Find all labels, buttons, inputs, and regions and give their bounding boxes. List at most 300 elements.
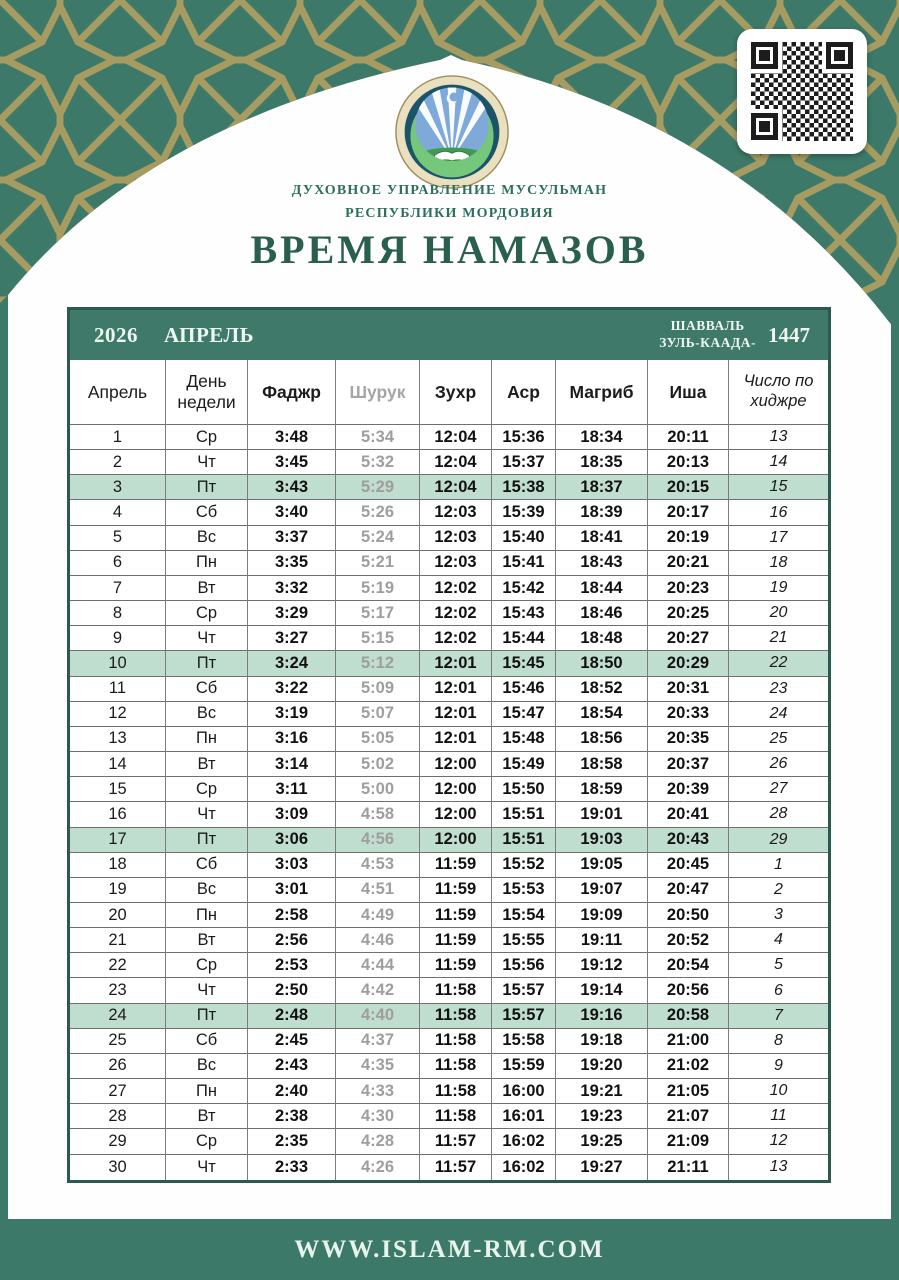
table-cell: 11 [70,677,166,702]
table-cell: 5:24 [336,526,420,551]
table-cell: 20:47 [648,878,729,903]
table-cell: 19:20 [556,1054,648,1079]
table-cell: 15:46 [492,677,556,702]
column-header-1: День недели [166,360,248,425]
table-row [70,1054,828,1079]
table-cell: 20 [70,903,166,928]
table-cell: 4:33 [336,1079,420,1104]
table-cell: 11:58 [420,1004,492,1029]
table-row [70,626,828,651]
table-cell: 17 [729,526,828,551]
table-row [70,1079,828,1104]
table-cell: 11:57 [420,1155,492,1180]
table-cell: 18:50 [556,651,648,676]
prayer-times-table [67,307,831,1183]
table-cell: 15:51 [492,828,556,853]
table-cell: 19 [70,878,166,903]
table-cell: 5:00 [336,777,420,802]
table-cell: 3:22 [248,677,336,702]
table-cell: 19:11 [556,928,648,953]
table-cell: 5:12 [336,651,420,676]
table-cell: 12:03 [420,551,492,576]
table-cell: 15:42 [492,576,556,601]
table-cell: 2:48 [248,1004,336,1029]
table-cell: 19:25 [556,1129,648,1154]
table-cell: 14 [729,450,828,475]
table-row [70,903,828,928]
table-cell: 15:57 [492,1004,556,1029]
column-header-5: Аср [492,360,556,425]
table-cell: 4:40 [336,1004,420,1029]
table-cell: 27 [729,777,828,802]
month-band [70,310,828,360]
table-cell: Вс [166,702,248,727]
table-cell: 13 [729,1155,828,1180]
table-cell: 10 [729,1079,828,1104]
table-cell: 25 [70,1029,166,1054]
table-row [70,601,828,626]
table-cell: 18:58 [556,752,648,777]
table-cell: 19:03 [556,828,648,853]
table-cell: 26 [70,1054,166,1079]
table-cell: 19:01 [556,802,648,827]
table-cell: 18:43 [556,551,648,576]
table-cell: 12:01 [420,727,492,752]
table-cell: 21 [729,626,828,651]
table-cell: 12:00 [420,828,492,853]
table-cell: 24 [70,1004,166,1029]
table-row [70,853,828,878]
table-cell: 13 [70,727,166,752]
table-cell: 20:52 [648,928,729,953]
table-cell: 18:56 [556,727,648,752]
table-cell: 20:27 [648,626,729,651]
table-cell: 2:56 [248,928,336,953]
table-cell: 12 [70,702,166,727]
table-cell: 12:00 [420,802,492,827]
table-cell: 20:31 [648,677,729,702]
table-cell: 2:40 [248,1079,336,1104]
table-cell: 19:27 [556,1155,648,1180]
table-cell: 3:11 [248,777,336,802]
column-header-8: Число по хиджре [729,360,828,425]
table-cell: 15:38 [492,475,556,500]
table-cell: 12:02 [420,601,492,626]
table-cell: 19:12 [556,953,648,978]
table-cell: 2 [70,450,166,475]
table-cell: 5:09 [336,677,420,702]
table-cell: 2:33 [248,1155,336,1180]
table-cell: 2:58 [248,903,336,928]
table-cell: Пн [166,903,248,928]
table-row [70,878,828,903]
table-cell: Чт [166,450,248,475]
table-cell: 11:58 [420,1029,492,1054]
table-cell: 18 [70,853,166,878]
table-cell: 15:48 [492,727,556,752]
column-header-6: Магриб [556,360,648,425]
table-cell: 5:32 [336,450,420,475]
table-cell: 21:09 [648,1129,729,1154]
table-row [70,1004,828,1029]
table-cell: 28 [729,802,828,827]
table-cell: 3:37 [248,526,336,551]
table-cell: 3:40 [248,500,336,525]
table-cell: 20:11 [648,425,729,450]
table-cell: 5:05 [336,727,420,752]
table-row [70,1029,828,1054]
column-header-7: Иша [648,360,729,425]
hijri-year: 1447 [768,322,810,347]
table-cell: 21:07 [648,1104,729,1129]
table-cell: 15:53 [492,878,556,903]
table-cell: 15:59 [492,1054,556,1079]
table-cell: 15:56 [492,953,556,978]
table-cell: Пн [166,1079,248,1104]
column-header-0: Апрель [70,360,166,425]
table-cell: 20:35 [648,727,729,752]
table-row [70,752,828,777]
table-cell: 12:00 [420,752,492,777]
muftiate-emblem-logo [394,74,510,190]
table-cell: 19:18 [556,1029,648,1054]
table-cell: 15:36 [492,425,556,450]
table-cell: 23 [729,677,828,702]
table-cell: 19:16 [556,1004,648,1029]
table-cell: 12:01 [420,702,492,727]
table-row [70,777,828,802]
table-cell: 12:03 [420,526,492,551]
table-row [70,727,828,752]
table-cell: 12:01 [420,677,492,702]
table-cell: 20 [729,601,828,626]
hijri-month-line1: ШАВВАЛЬ [670,318,745,334]
table-cell: Вт [166,928,248,953]
table-row [70,677,828,702]
table-cell: 18:46 [556,601,648,626]
table-cell: 30 [70,1155,166,1180]
table-row [70,1129,828,1154]
table-row [70,651,828,676]
table-cell: 21:02 [648,1054,729,1079]
table-cell: 16:02 [492,1129,556,1154]
table-cell: 16:01 [492,1104,556,1129]
table-cell: 19:09 [556,903,648,928]
table-cell: 9 [729,1054,828,1079]
table-cell: 21 [70,928,166,953]
website-url: WWW.ISLAM-RM.COM [294,1235,605,1263]
table-cell: Ср [166,601,248,626]
table-cell: Пт [166,651,248,676]
table-cell: 5:02 [336,752,420,777]
table-cell: 3:03 [248,853,336,878]
table-cell: 4:26 [336,1155,420,1180]
table-cell: 5:19 [336,576,420,601]
table-cell: 27 [70,1079,166,1104]
table-cell: 11:59 [420,853,492,878]
table-cell: 15:55 [492,928,556,953]
table-cell: 5:15 [336,626,420,651]
table-cell: 16 [70,802,166,827]
table-cell: Вт [166,576,248,601]
table-cell: 6 [729,978,828,1003]
org-name-line1: ДУХОВНОЕ УПРАВЛЕНИЕ МУСУЛЬМАН [291,183,608,198]
table-cell: 4:37 [336,1029,420,1054]
table-cell: 3 [70,475,166,500]
table-cell: 17 [70,828,166,853]
table-cell: Вс [166,1054,248,1079]
table-cell: 20:23 [648,576,729,601]
table-cell: Сб [166,677,248,702]
table-cell: Пт [166,828,248,853]
table-cell: 4:44 [336,953,420,978]
table-cell: 22 [70,953,166,978]
table-cell: 15:40 [492,526,556,551]
table-cell: 15:58 [492,1029,556,1054]
table-row [70,500,828,525]
table-row [70,576,828,601]
table-cell: 3:06 [248,828,336,853]
hijri-month-line2: ЗУЛЬ-КААДА- [659,335,756,350]
table-cell: 3:19 [248,702,336,727]
table-cell: 11:59 [420,878,492,903]
table-row [70,928,828,953]
table-cell: 20:56 [648,978,729,1003]
table-cell: 9 [70,626,166,651]
table-cell: 11:58 [420,1054,492,1079]
page-title: ВРЕМЯ НАМАЗОВ [250,227,649,272]
table-cell: 4:58 [336,802,420,827]
table-cell: 20:33 [648,702,729,727]
table-cell: 4 [70,500,166,525]
table-cell: 21:00 [648,1029,729,1054]
column-header-row [70,360,828,425]
table-cell: Пн [166,551,248,576]
table-cell: 11:59 [420,928,492,953]
table-cell: 15 [70,777,166,802]
table-cell: 2 [729,878,828,903]
table-cell: 4:46 [336,928,420,953]
table-cell: 19:14 [556,978,648,1003]
table-cell: 15:54 [492,903,556,928]
table-cell: 4:49 [336,903,420,928]
table-cell: 3:43 [248,475,336,500]
table-row [70,702,828,727]
table-cell: 12:04 [420,475,492,500]
table-cell: 2:50 [248,978,336,1003]
table-cell: 23 [70,978,166,1003]
table-cell: 21:11 [648,1155,729,1180]
table-cell: Вт [166,752,248,777]
table-cell: 12:04 [420,425,492,450]
table-cell: 20:25 [648,601,729,626]
qr-finder-top-right [826,42,853,69]
table-cell: 3 [729,903,828,928]
table-row [70,475,828,500]
table-row [70,450,828,475]
column-header-2: Фаджр [248,360,336,425]
table-cell: 20:58 [648,1004,729,1029]
table-cell: 19:07 [556,878,648,903]
table-cell: 15:45 [492,651,556,676]
table-cell: 12:04 [420,450,492,475]
table-cell: 2:45 [248,1029,336,1054]
hijri-months [659,318,756,352]
table-row [70,425,828,450]
table-cell: Сб [166,500,248,525]
table-cell: 18 [729,551,828,576]
table-row [70,802,828,827]
table-cell: 5:17 [336,601,420,626]
table-cell: Пт [166,1004,248,1029]
table-cell: 18:37 [556,475,648,500]
table-row [70,526,828,551]
table-cell: 2:35 [248,1129,336,1154]
table-cell: 18:39 [556,500,648,525]
table-cell: 3:35 [248,551,336,576]
table-cell: 1 [70,425,166,450]
table-cell: 22 [729,651,828,676]
table-cell: 24 [729,702,828,727]
table-cell: 18:52 [556,677,648,702]
table-cell: 18:34 [556,425,648,450]
table-cell: 4:51 [336,878,420,903]
table-cell: 15:49 [492,752,556,777]
table-cell: 3:24 [248,651,336,676]
qr-code [737,29,867,154]
table-cell: 20:29 [648,651,729,676]
table-cell: 11:59 [420,953,492,978]
table-row [70,551,828,576]
table-cell: 12:00 [420,777,492,802]
table-cell: 15:41 [492,551,556,576]
table-cell: 25 [729,727,828,752]
table-cell: 20:54 [648,953,729,978]
table-cell: 7 [70,576,166,601]
table-row [70,978,828,1003]
table-cell: Пн [166,727,248,752]
table-cell: 11:57 [420,1129,492,1154]
table-cell: 11:58 [420,1104,492,1129]
table-cell: 4:53 [336,853,420,878]
table-cell: 3:48 [248,425,336,450]
table-cell: 15:50 [492,777,556,802]
table-cell: 10 [70,651,166,676]
table-cell: 5:26 [336,500,420,525]
table-cell: 20:43 [648,828,729,853]
table-cell: 20:13 [648,450,729,475]
table-cell: 20:45 [648,853,729,878]
table-cell: 20:21 [648,551,729,576]
table-cell: 20:19 [648,526,729,551]
table-cell: 15:52 [492,853,556,878]
column-header-3: Шурук [336,360,420,425]
table-cell: Ср [166,425,248,450]
table-cell: 12:03 [420,500,492,525]
table-cell: 3:32 [248,576,336,601]
table-cell: 6 [70,551,166,576]
table-cell: 4:56 [336,828,420,853]
table-cell: Ср [166,1129,248,1154]
table-cell: 5 [70,526,166,551]
table-cell: 15:44 [492,626,556,651]
table-cell: 16:00 [492,1079,556,1104]
table-cell: 5:34 [336,425,420,450]
table-cell: 8 [729,1029,828,1054]
table-cell: 19:21 [556,1079,648,1104]
table-row [70,1104,828,1129]
table-cell: Чт [166,978,248,1003]
table-cell: Ср [166,777,248,802]
table-cell: 4 [729,928,828,953]
table-cell: 11:58 [420,1079,492,1104]
table-cell: 16 [729,500,828,525]
table-cell: 28 [70,1104,166,1129]
table-cell: 3:16 [248,727,336,752]
table-body [70,425,828,1180]
table-cell: 20:37 [648,752,729,777]
table-cell: 5:29 [336,475,420,500]
table-row [70,1155,828,1180]
table-cell: 21:05 [648,1079,729,1104]
column-header-4: Зухр [420,360,492,425]
table-cell: 16:02 [492,1155,556,1180]
table-row [70,828,828,853]
table-cell: 3:45 [248,450,336,475]
table-cell: 18:59 [556,777,648,802]
table-cell: 19 [729,576,828,601]
table-cell: 1 [729,853,828,878]
table-cell: 15:39 [492,500,556,525]
table-cell: 15:37 [492,450,556,475]
table-cell: Ср [166,953,248,978]
table-cell: 29 [729,828,828,853]
table-cell: 18:41 [556,526,648,551]
table-cell: Чт [166,1155,248,1180]
table-cell: 3:14 [248,752,336,777]
table-cell: Вс [166,878,248,903]
table-cell: 5 [729,953,828,978]
table-cell: 4:30 [336,1104,420,1129]
table-cell: 3:01 [248,878,336,903]
table-cell: 20:50 [648,903,729,928]
footer-bar [0,1219,899,1280]
table-cell: 26 [729,752,828,777]
table-cell: 4:42 [336,978,420,1003]
table-row [70,953,828,978]
table-cell: 15:43 [492,601,556,626]
table-cell: 2:38 [248,1104,336,1129]
table-cell: 12 [729,1129,828,1154]
table-cell: 5:21 [336,551,420,576]
table-cell: 5:07 [336,702,420,727]
table-cell: 3:29 [248,601,336,626]
table-cell: 3:27 [248,626,336,651]
table-cell: 29 [70,1129,166,1154]
year-label: 2026 [94,322,138,347]
qr-finder-top-left [751,42,778,69]
table-cell: 12:02 [420,576,492,601]
table-cell: 20:17 [648,500,729,525]
table-cell: 4:35 [336,1054,420,1079]
table-cell: 2:53 [248,953,336,978]
table-cell: 18:35 [556,450,648,475]
table-cell: Чт [166,626,248,651]
table-cell: 2:43 [248,1054,336,1079]
table-cell: 7 [729,1004,828,1029]
table-cell: 18:48 [556,626,648,651]
org-name-line2: РЕСПУБЛИКИ МОРДОВИЯ [345,206,554,221]
